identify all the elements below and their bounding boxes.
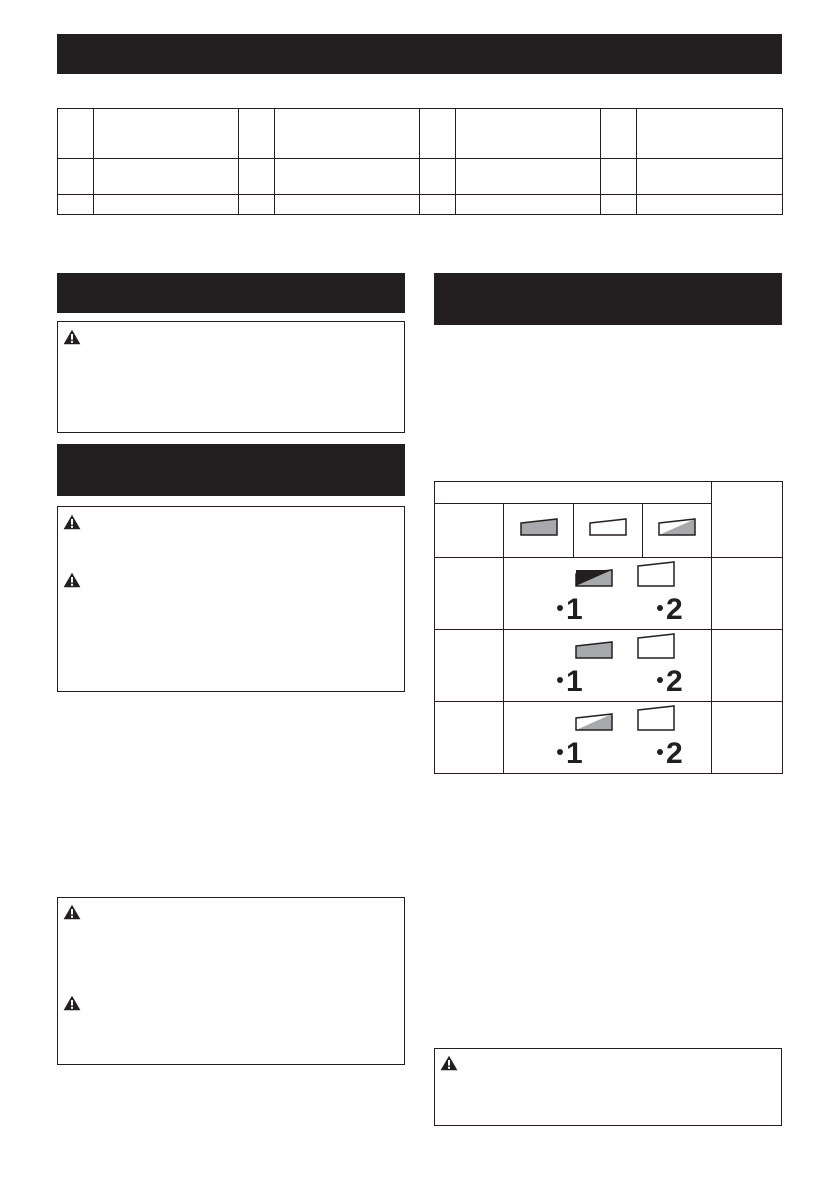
- table-row: [435, 558, 783, 630]
- table-row: [58, 159, 783, 195]
- warning-box: [57, 321, 405, 433]
- battery-indicator-pair: [518, 558, 698, 624]
- battery-1-label: 1: [565, 593, 583, 624]
- battery-2-label: 2: [665, 737, 683, 768]
- section-header-bar: [434, 273, 782, 325]
- warning-icon: [63, 995, 81, 1011]
- section-header-bar: [57, 444, 405, 496]
- bullet-icon: [657, 749, 663, 755]
- battery-2-lamp: [638, 562, 674, 586]
- indicator-lamp-table: [434, 481, 783, 774]
- warning-box: [57, 506, 405, 692]
- lit-icon: [517, 516, 561, 540]
- table-row: [435, 630, 783, 702]
- warning-icon: [63, 572, 81, 588]
- table-row: [435, 482, 783, 504]
- table-row: [58, 109, 783, 159]
- bullet-icon: [657, 677, 663, 683]
- battery-2-lamp: [638, 634, 674, 658]
- table-row: [58, 195, 783, 215]
- bullet-icon: [557, 605, 563, 611]
- battery-indicator-pair: [518, 702, 698, 768]
- warning-icon: [63, 329, 81, 345]
- warning-icon: [440, 1055, 458, 1071]
- top-header-bar: [57, 34, 782, 74]
- battery-1-label: 1: [565, 737, 583, 768]
- bullet-icon: [557, 749, 563, 755]
- bullet-icon: [657, 605, 663, 611]
- warning-icon: [63, 904, 81, 920]
- battery-2-label: 2: [665, 593, 683, 624]
- battery-1-label: 1: [565, 665, 583, 696]
- battery-2-label: 2: [665, 665, 683, 696]
- section-header-bar: [57, 273, 405, 313]
- warning-icon: [63, 514, 81, 530]
- warning-box: [57, 897, 405, 1065]
- bullet-icon: [557, 677, 563, 683]
- battery-indicator-pair: [518, 630, 698, 696]
- warning-box: [434, 1048, 782, 1126]
- parts-list-table: [57, 108, 783, 215]
- blinking-icon: [655, 516, 699, 540]
- table-row: [435, 702, 783, 774]
- battery-1-lamp: [576, 642, 612, 658]
- battery-2-lamp: [638, 706, 674, 730]
- off-icon: [586, 516, 630, 540]
